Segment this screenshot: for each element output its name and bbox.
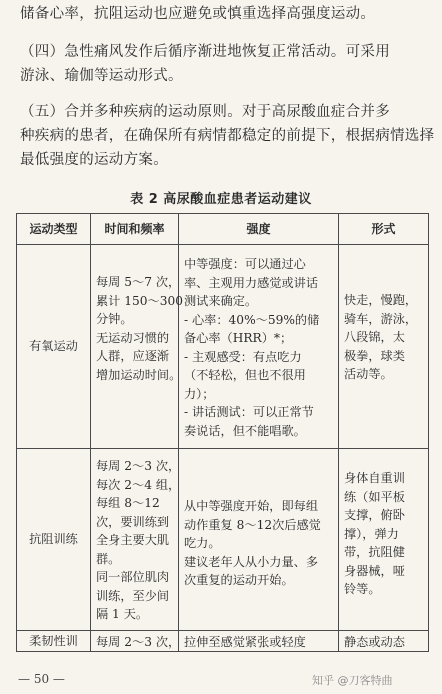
header-intensity: 强度 <box>179 214 339 245</box>
cell-line: 次重复的运动开始。 <box>184 573 294 587</box>
cell-line: 隔 1 天。 <box>96 607 149 621</box>
cell-intensity <box>179 449 339 631</box>
cell-line: 撑），弹力 <box>344 526 399 541</box>
cell-line: 活动等。 <box>344 367 393 381</box>
watermark: 知乎 @刀客特曲 <box>312 674 393 687</box>
paragraph <box>20 100 435 172</box>
cell-type: 有氧运动 <box>17 245 91 449</box>
cell-line: （不轻松，但也不很用 <box>184 368 306 382</box>
cell-line: 测试来确定。 <box>184 294 258 308</box>
cell-type: 抗阻训练 <box>17 449 91 631</box>
cell-line: 练（如平板 <box>344 489 405 504</box>
cell-line: 建议老年人从小力量、多 <box>184 554 319 569</box>
cell-line: 拉伸至感觉紧张或轻度 <box>184 634 306 649</box>
cell-line: 从中等强度开始，即每组 <box>184 499 319 513</box>
cell-line: 人群，应逐渐 <box>96 349 170 363</box>
cell-line: 次，要训练到 <box>96 514 170 529</box>
cell-line: 力）； <box>184 386 215 401</box>
cell-line: 身体自重训 <box>344 471 405 485</box>
cell-form <box>339 449 429 631</box>
cell-line: 身器械，哑 <box>344 563 405 578</box>
table-caption: 表 2 高尿酸血症患者运动建议 <box>130 192 312 207</box>
cell-time <box>91 245 183 449</box>
cell-line: 训练，至少间 <box>96 588 170 603</box>
cell-form <box>339 630 429 652</box>
paragraph-line: （四）急性痛风发作后循序渐进地恢复正常活动。可采用 <box>20 44 390 60</box>
paragraph-line: 种疾病的患者，在确保所有病情都稳定的前提下，根据病情选择 <box>20 128 435 144</box>
cell-intensity <box>179 245 339 449</box>
cell-line: 八段锦，太 <box>344 330 405 344</box>
cell-type: 柔韧性训 <box>17 630 91 652</box>
cell-line: 每周 2～3 次， <box>96 459 181 473</box>
cell-line: 同一部位肌肉 <box>96 570 170 584</box>
header-type: 运动类型 <box>17 214 91 245</box>
paragraph-line: 最低强度的运动方案。 <box>20 152 168 168</box>
cell-line: - 讲话测试：可以正常节 <box>184 405 314 419</box>
paragraph <box>20 40 426 88</box>
cell-line: 无运动习惯的 <box>96 330 170 345</box>
cell-line: 备心率（HRR）*； <box>184 331 293 345</box>
cell-line: 快走，慢跑， <box>344 293 418 307</box>
cell-line: 极拳，球类 <box>344 348 405 363</box>
exercise-recommendation-table <box>16 213 429 652</box>
cell-line: 动作重复 8～12次后感觉 <box>184 517 321 532</box>
cell-line: 带，抗阻健 <box>344 545 405 559</box>
cell-line: 每次 2～4 组， <box>96 477 181 492</box>
paragraph <box>20 2 426 26</box>
cell-line: 每组 8～12 <box>96 496 160 510</box>
paragraph-line: 游泳、瑜伽等运动形式。 <box>20 68 183 84</box>
cell-line: - 心率：40%～59%的储 <box>184 312 320 327</box>
cell-line: 奏说话，但不能唱歌。 <box>184 423 306 438</box>
header-form: 形式 <box>339 214 429 245</box>
cell-line: 每周 5～7 次， <box>96 275 181 289</box>
cell-line: 率、主观用力感觉或讲话 <box>184 275 319 290</box>
cell-line: 分钟。 <box>96 312 133 326</box>
paragraph-line: （五）合并多种疾病的运动原则。对于高尿酸血症合并多 <box>20 104 390 120</box>
cell-line: 累计 150～300 <box>96 293 183 308</box>
table-header-row <box>17 214 429 245</box>
cell-line: - 主观感受：有点吃力 <box>184 349 302 364</box>
cell-time <box>91 630 179 652</box>
cell-time <box>91 449 179 631</box>
cell-intensity <box>179 630 339 652</box>
page-number: — 50 — <box>18 672 65 686</box>
header-time: 时间和频率 <box>91 214 179 245</box>
table-row <box>17 449 429 631</box>
cell-form <box>339 245 429 449</box>
table-row <box>17 245 429 449</box>
cell-line: 静态或动态 <box>344 634 405 649</box>
cell-line: 群。 <box>96 551 121 566</box>
cell-line: 每周 2～3 次， <box>96 634 181 649</box>
cell-line: 吃力。 <box>184 536 221 550</box>
cell-line: 全身主要大肌 <box>96 533 170 547</box>
cell-line: 支撑，俯卧 <box>344 508 405 522</box>
cell-line: 中等强度：可以通过心 <box>184 257 306 271</box>
cell-line: 铃等。 <box>344 582 381 596</box>
paragraph-line: 储备心率，抗阻运动也应避免或慎重选择高强度运动。 <box>20 6 376 22</box>
table-row <box>17 630 429 652</box>
cell-line: 骑车，游泳， <box>344 311 418 326</box>
cell-line: 增加运动时间。 <box>96 367 182 382</box>
